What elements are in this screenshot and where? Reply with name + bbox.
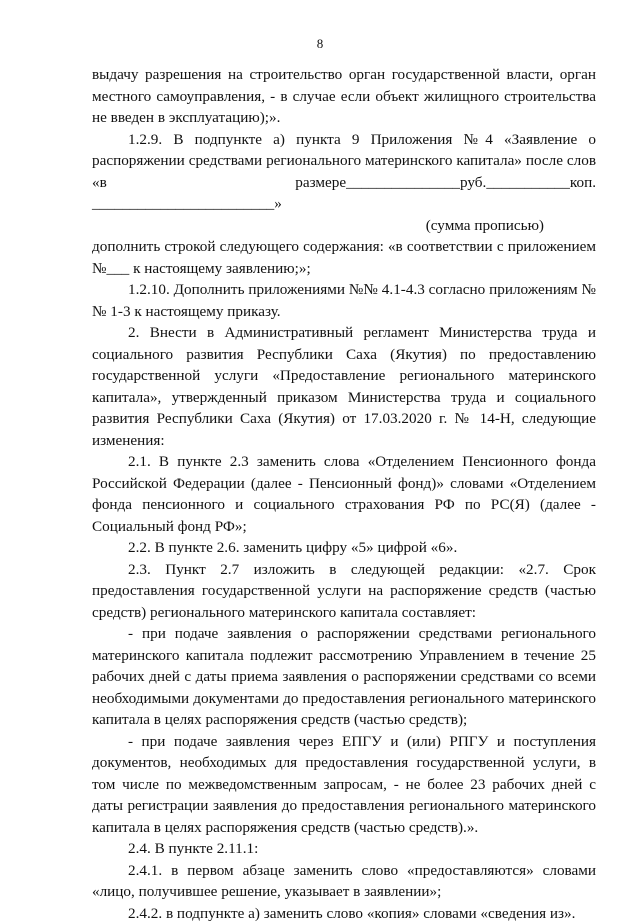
document-body [92, 64, 596, 924]
paragraph-2-4: 2.4. В пункте 2.11.1: [92, 838, 596, 860]
amount-in-words-caption: (сумма прописью) [92, 215, 596, 237]
paragraph-1-2-9: 1.2.9. В подпункте а) пункта 9 Приложения №4 «Заявление о распоряжении средствами регионального материнского капитала» после слов «в размере_______________руб.___________коп. ________________________» [92, 129, 596, 215]
paragraph-2-2: 2.2. В пункте 2.6. заменить цифру «5» цифрой «6». [92, 537, 596, 559]
paragraph-2-3: 2.3. Пункт 2.7 изложить в следующей редакции: «2.7. Срок предоставления государственной услуги на распоряжение средств (частью средств) регионального материнского капитала составляет: [92, 559, 596, 624]
paragraph-2-4-1: 2.4.1. в первом абзаце заменить слово «предоставляются» словами «лицо, получившее решение, указывает в заявлении»; [92, 860, 596, 903]
paragraph-2-4-2: 2.4.2. в подпункте а) заменить слово «копия» словами «сведения из». [92, 903, 596, 924]
list-item-paper-application: - при подаче заявления о распоряжении средствами регионального материнского капитала подлежит рассмотрению Управлением в течение 25 рабочих дней с даты приема заявления о распоряжении средствами со всеми необходимыми документами до предоставления регионального материнского капитала в целях распоряжения средств (частью средств); [92, 623, 596, 731]
paragraph-2: 2. Внести в Административный регламент Министерства труда и социального развития Республики Саха (Якутия) по предоставлению государственной услуги «Предоставление регионального материнского капитала», утвержденный приказом Министерства труда и социального развития Республики Саха (Якутия) от 17.03.2020 г. № 14-Н, следующие изменения: [92, 322, 596, 451]
paragraph-2-1: 2.1. В пункте 2.3 заменить слова «Отделением Пенсионного фонда Российской Федерации (далее - Пенсионный фонд)» словами «Отделением фонда пенсионного и социального страхования РФ по РС(Я) (далее - Социальный фонд РФ»; [92, 451, 596, 537]
paragraph-1-2-9-addition: дополнить строкой следующего содержания: «в соответствии с приложением №___ к настоящему заявлению;»; [92, 236, 596, 279]
paragraph-1-2-10: 1.2.10. Дополнить приложениями №№ 4.1-4.3 согласно приложениям №№ 1-3 к настоящему приказу. [92, 279, 596, 322]
list-item-online-application: - при подаче заявления через ЕПГУ и (или) РПГУ и поступления документов, необходимых для предоставления государственной услуги, в том числе по межведомственным запросам, - не более 23 рабочих дней с даты регистрации заявления до предоставления регионального материнского капитала в целях распоряжения средств (частью средств).». [92, 731, 596, 839]
paragraph-continuation: выдачу разрешения на строительство орган государственной власти, орган местного самоуправления, - в случае если объект жилищного строительства не введен в эксплуатацию);». [92, 64, 596, 129]
page-number: 8 [0, 36, 640, 52]
